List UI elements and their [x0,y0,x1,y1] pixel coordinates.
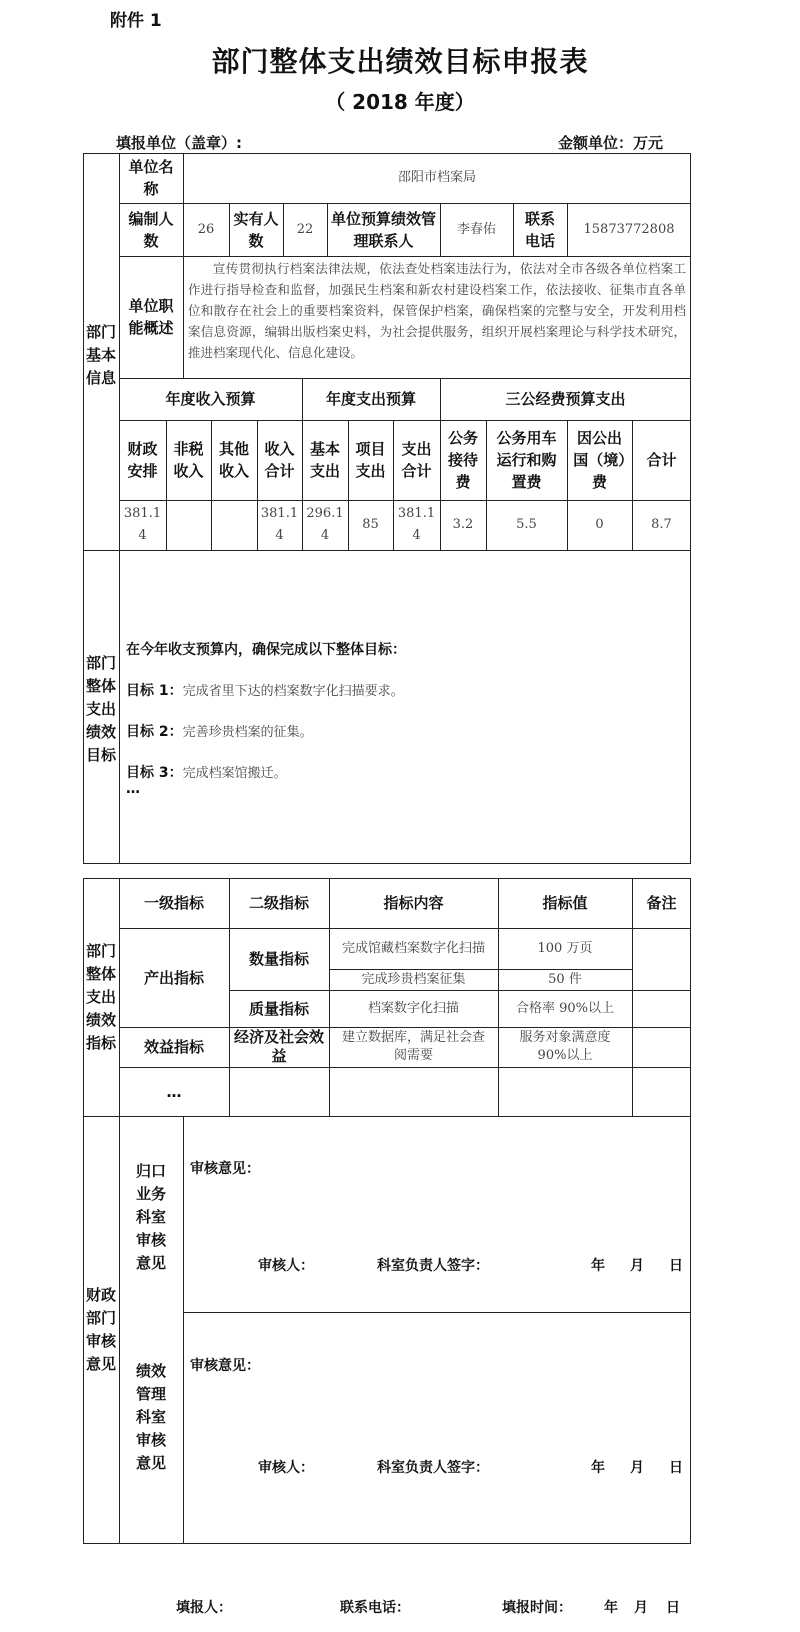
function-text: 宣传贯彻执行档案法律法规，依法查处档案违法行为，依法对全市各级各单位档案工作进行指导检查和监督，加强民生档案和新农村建设档案工作，依法接收、征集市直各单位和散存在社会上的重要档案资料，保管保护档案，确保档案的完整与安全，开发利用档案信息资源，编辑出版档案史料，为社会提供服务，组织开展档案理论与科学技术研究，推进档案现代化、信息化建设。 [188,261,686,360]
day-label-2: 日 [669,1460,683,1476]
staffing-value: 26 [197,221,215,237]
val-vehicle: 5.5 [516,517,537,532]
goal-label: 目标 3： [126,765,183,781]
section-label-review: 财政部门审核意见 [85,1286,116,1373]
indicator-content-2: 完成珍贵档案征集 [361,971,466,987]
year-label-2: 年 [591,1460,605,1476]
indicator-content-1: 完成馆藏档案数字化扫描 [341,941,485,956]
year-label-1: 年 [591,1258,605,1274]
val-other [213,502,255,548]
goal-item-1 [126,681,404,702]
footer-phone-label: 联系电话： [340,1600,410,1616]
month-label-2: 月 [630,1460,644,1476]
header-content: 指标内容 [383,894,444,912]
indicator-content-4: 建立数据库，满足社会查阅需要 [341,1030,485,1063]
month-label-1: 月 [630,1258,644,1274]
dept1-review-label: 归口业务科室审核意见 [135,1162,166,1272]
indicator-value-2: 50 件 [548,971,582,987]
econ-social-label: 经济及社会效益 [233,1028,324,1065]
goal-item-3 [126,763,287,784]
actual-staff-label: 实有人数 [233,209,279,250]
col-project-expense: 项目支出 [355,440,386,480]
indicator-value-3: 合格率 90%以上 [515,1000,615,1016]
col-reception: 公务接待费 [447,429,478,491]
unit-name-label: 单位名称 [128,158,174,198]
indicator-value-4: 服务对象满意度 90%以上 [519,1030,611,1063]
indicator-content-3: 档案数字化扫描 [367,1000,459,1016]
opinion-label-1: 审核意见： [190,1161,260,1177]
header-note: 备注 [646,894,677,912]
col-income-total: 收入合计 [264,440,295,480]
section-label-goals: 部门整体支出绩效目标 [85,653,116,764]
col-three-total: 合计 [646,451,677,469]
indicators-ellipsis: … [166,1082,182,1101]
val-expense-total: 381.14 [397,506,436,543]
val-three-total: 8.7 [651,517,672,532]
col-expense-total: 支出合计 [401,440,432,480]
goals-intro: 在今年收支预算内，确保完成以下整体目标： [126,642,406,658]
opinion-label-2: 审核意见： [190,1358,260,1374]
header-level2: 二级指标 [248,894,309,912]
val-abroad: 0 [595,517,604,532]
reviewer-label-1: 审核人： [258,1258,314,1274]
attachment-label: 附件 1 [110,11,162,31]
year-label: （ 2018 年度） [325,90,475,114]
footer-month-label: 月 [634,1600,648,1616]
page-title: 部门整体支出绩效目标申报表 [211,45,589,78]
expense-budget-header: 年度支出预算 [325,390,416,408]
quantity-indicator-label: 数量指标 [248,950,309,968]
val-basic-expense: 296.14 [306,506,344,543]
three-public-header: 三公经费预算支出 [505,390,626,408]
val-reception: 3.2 [452,517,474,532]
contact-person-value: 李春佑 [456,221,496,237]
income-budget-header: 年度收入预算 [165,390,256,408]
goal-label: 目标 1： [126,683,183,699]
head-sign-label-1: 科室负责人签字： [377,1258,489,1274]
goals-ellipsis: … [126,781,140,797]
goal-label: 目标 2： [126,724,183,740]
col-fiscal: 财政安排 [127,440,158,480]
reviewer-label-2: 审核人： [258,1460,314,1476]
col-vehicle: 公务用车运行和购置费 [496,429,557,491]
col-nontax: 非税收入 [173,440,204,480]
filler-label: 填报人： [176,1600,232,1616]
header-value: 指标值 [542,894,588,912]
unit-name-value: 邵阳市档案局 [397,170,476,185]
fill-time-label: 填报时间： [502,1600,572,1616]
goal-text: 完成档案馆搬迁。 [182,766,287,781]
val-nontax [168,502,209,548]
footer-year-label: 年 [604,1600,618,1616]
function-label: 单位职能概述 [128,297,174,337]
goal-text: 完善珍贵档案的征集。 [182,725,313,740]
phone-value: 15873772808 [583,221,675,237]
col-abroad: 因公出国（境）费 [573,429,626,491]
dept2-review-label: 绩效管理科室审核意见 [135,1362,166,1472]
phone-label: 联系电话 [524,209,555,250]
section-label-indicators: 部门整体支出绩效指标 [85,941,116,1052]
benefit-indicator-label: 效益指标 [143,1038,204,1056]
goal-text: 完成省里下达的档案数字化扫描要求。 [182,684,404,699]
staffing-label: 编制人数 [128,209,174,250]
col-other: 其他收入 [218,440,249,480]
col-basic-expense: 基本支出 [309,440,340,480]
quality-indicator-label: 质量指标 [248,999,309,1018]
val-income-total: 381.14 [260,506,299,543]
indicator-value-1: 100 万页 [537,941,593,956]
actual-staff-value: 22 [296,221,314,237]
contact-person-label: 单位预算绩效管理联系人 [331,209,437,250]
section-label-basic-info: 部门基本信息 [85,322,116,387]
header-level1: 一级指标 [143,894,204,912]
filling-unit-label: 填报单位（盖章）: [116,134,242,152]
val-project-expense: 85 [362,517,379,532]
footer-day-label: 日 [666,1600,680,1616]
val-fiscal: 381.14 [123,506,162,543]
day-label-1: 日 [669,1258,683,1274]
head-sign-label-2: 科室负责人签字： [377,1460,489,1476]
output-indicator-label: 产出指标 [143,968,204,987]
goal-item-2 [126,722,313,743]
amount-unit-label: 金额单位：万元 [558,134,664,152]
